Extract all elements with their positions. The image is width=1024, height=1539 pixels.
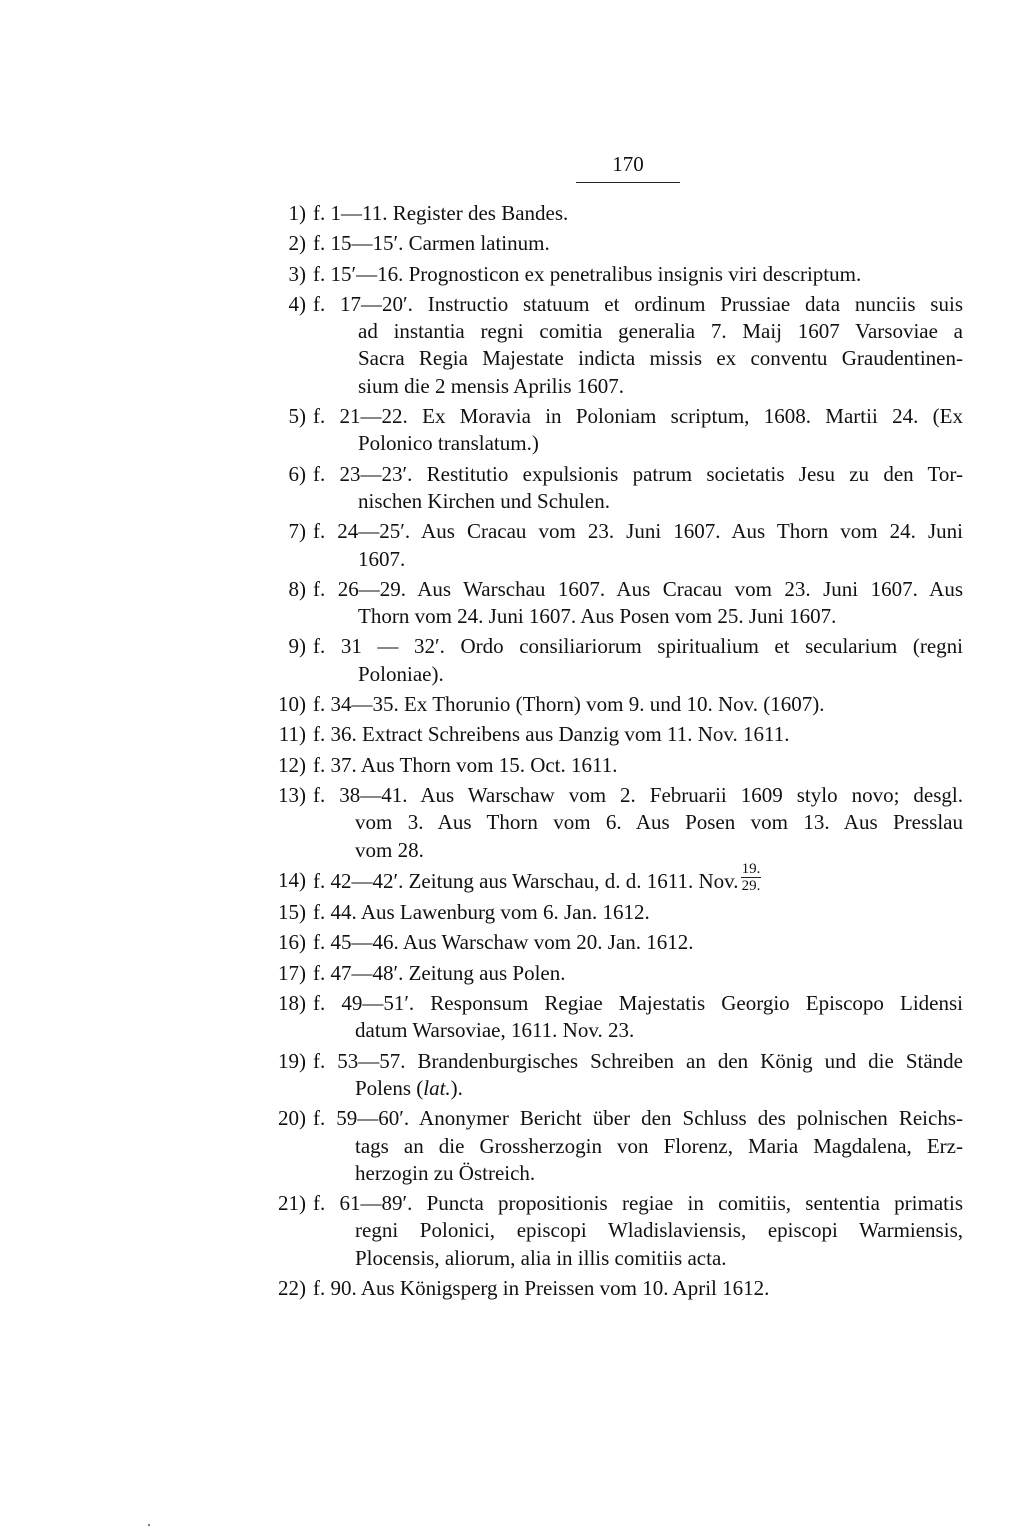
page-number: 170 [612,152,644,176]
entry-continuation-line: Polonico translatum.) [358,431,539,456]
entry-number: 14) [278,867,306,892]
entry-continuation-line: vom 28. [355,837,424,862]
entry-number: 16) [278,930,306,955]
entry-first-line: f. 31 — 32′. Ordo consiliariorum spiritualium et secularium (regni [313,634,963,659]
entry-continuation-line: regni Polonici, episcopi Wladislaviensis, episcopi Warmiensis, [355,1218,963,1243]
entry-first-line: f. 15—15′. Carmen latinum. [313,231,550,256]
entry-first-line: f. 90. Aus Königsperg in Preissen vom 10. April 1612. [313,1275,770,1300]
list-item [0,230,1024,257]
page-number-rule [576,182,680,183]
entry-number: 18) [278,991,306,1016]
scan-speck [148,1524,150,1526]
list-item [0,990,1024,1045]
entry-first-line: f. 17—20′. Instructio statuum et ordinum Prussiae data nunciis suis [313,291,963,316]
entry-number: 4) [288,291,306,316]
list-item [0,200,1024,227]
entry-number: 21) [278,1191,306,1216]
entry-number: 8) [288,576,306,601]
entry-first-line: f. 45—46. Aus Warschaw vom 20. Jan. 1612. [313,930,694,955]
list-item [0,291,1024,400]
entry-number: 13) [278,782,306,807]
entry-number: 12) [278,752,306,777]
entry-continuation-line: Plocensis, aliorum, alia in illis comitiis acta. [355,1245,727,1270]
entry-first-line: f. 23—23′. Restitutio expulsionis patrum societatis Jesu zu den Tor- [313,461,963,486]
list-item [0,1190,1024,1272]
entry-continuation-line: vom 3. Aus Thorn vom 6. Aus Posen vom 13. Aus Presslau [355,810,963,835]
entry-first-line: f. 59—60′. Anonymer Bericht über den Schluss des polnischen Reichs- [313,1106,963,1131]
entry-continuation-line: Thorn vom 24. Juni 1607. Aus Posen vom 25. Juni 1607. [358,604,837,629]
entry-first-line: f. 21—22. Ex Moravia in Poloniam scriptum, 1608. Martii 24. (Ex [313,404,963,429]
entry-first-line: f. 47—48′. Zeitung aus Polen. [313,960,566,985]
entry-first-line: f. 36. Extract Schreibens aus Danzig vom 11. Nov. 1611. [313,722,790,747]
list-item [0,860,1024,895]
entry-number: 17) [278,960,306,985]
entry-continuation-line: datum Warsoviae, 1611. Nov. 23. [355,1018,635,1043]
entry-number: 20) [278,1106,306,1131]
entry-first-line: f. 49—51′. Responsum Regiae Majestatis Georgio Episcopo Lidensi [313,991,963,1016]
list-item [0,261,1024,288]
entry-number: 22) [278,1275,306,1300]
entry-continuation-line: 1607. [358,546,406,571]
list-item [0,960,1024,987]
list-item [0,782,1024,864]
fraction-top: 19. [741,860,761,877]
entry-first-line: f. 53—57. Brandenburgisches Schreiben an den König und die Stände [313,1048,963,1073]
list-item [0,403,1024,458]
entry-first-line: f. 1—11. Register des Bandes. [313,201,569,225]
list-item [0,752,1024,779]
entry-number: 5) [288,404,306,429]
list-item [0,1105,1024,1187]
list-item [0,576,1024,631]
entry-first-line: f. 15′—16. Prognosticon ex penetralibus insignis viri descriptum. [313,261,862,286]
entry-number: 6) [288,461,306,486]
entry-continuation-line: nischen Kirchen und Schulen. [358,488,610,513]
entry-continuation-line: tags an die Grossherzogin von Florenz, Maria Magdalena, Erz- [355,1133,963,1158]
entry-continuation-line: Poloniae). [358,661,444,686]
list-item [0,929,1024,956]
list-item [0,899,1024,926]
entry-number: 11) [278,722,306,747]
date-fraction [739,860,763,894]
entry-number: 15) [278,900,306,925]
fraction-bottom: 29. [741,877,761,894]
list-item [0,633,1024,688]
list-item [0,1048,1024,1103]
entry-continuation-line: Sacra Regia Majestate indicta missis ex conventu Graudentinen- [358,346,963,371]
entry-first-line: f. 61—89′. Puncta propositionis regiae in comitiis, sententia primatis [313,1191,963,1216]
entry-first-line: f. 44. Aus Lawenburg vom 6. Jan. 1612. [313,900,650,925]
entry-first-line: f. 37. Aus Thorn vom 15. Oct. 1611. [313,752,618,777]
entry-first-line: f. 24—25′. Aus Cracau vom 23. Juni 1607. Aus Thorn vom 24. Juni [313,519,963,544]
entry-first-line: f. 38—41. Aus Warschaw vom 2. Februarii 1609 stylo novo; desgl. [313,782,963,807]
entry-continuation-line: Polens (lat.). [355,1075,463,1100]
entry-list [0,200,1024,1305]
entry-continuation-line: sium die 2 mensis Aprilis 1607. [358,373,625,398]
entry-number: 19) [278,1048,306,1073]
list-item [0,461,1024,516]
entry-first-line: f. 26—29. Aus Warschau 1607. Aus Cracau vom 23. Juni 1607. Aus [313,576,963,601]
entry-number: 3) [288,261,306,286]
entry-continuation-line: ad instantia regni comitia generalia 7. Maij 1607 Varsoviae a [358,319,963,344]
entry-continuation-line: herzogin zu Östreich. [355,1160,536,1185]
entry-first-line: f. 34—35. Ex Thorunio (Thorn) vom 9. und 10. Nov. (1607). [313,692,825,717]
list-item [0,1275,1024,1302]
entry-number: 9) [288,634,306,659]
list-item [0,721,1024,748]
entry-number: 10) [278,692,306,717]
entry-number: 2) [288,231,306,256]
entry-number: 1) [288,201,306,225]
entry-first-line: f. 42—42′. Zeitung aus Warschau, d. d. 1611. Nov. $\frac{19.}{29.}$ [313,867,963,895]
list-item [0,691,1024,718]
entry-number: 7) [288,519,306,544]
list-item [0,518,1024,573]
